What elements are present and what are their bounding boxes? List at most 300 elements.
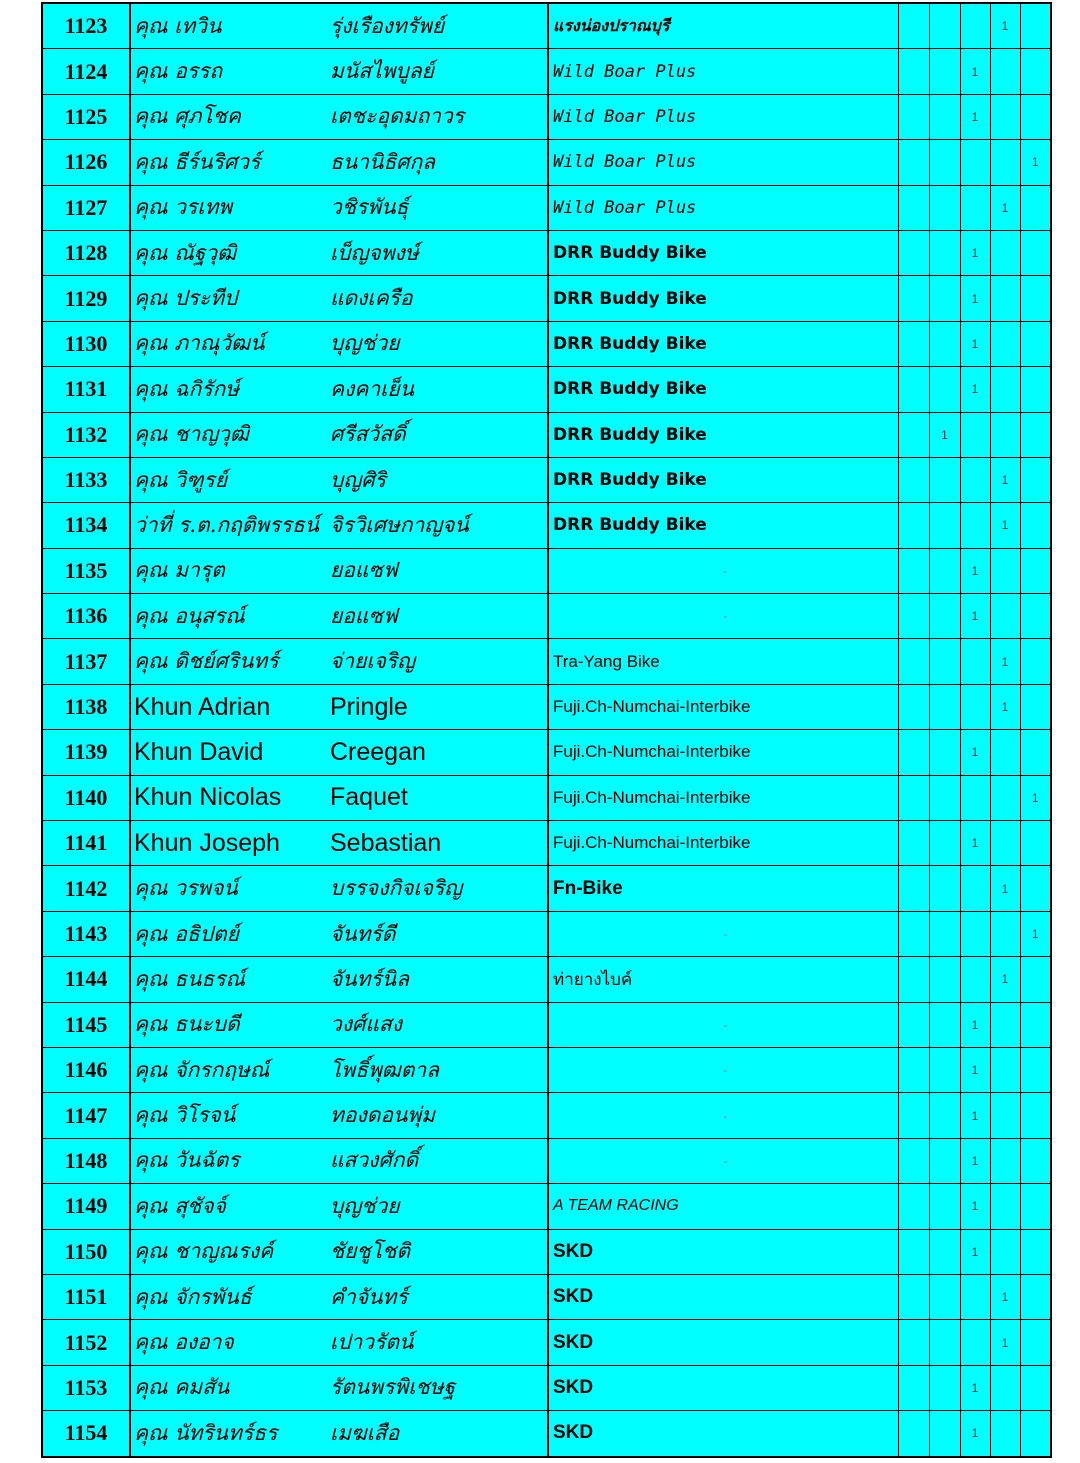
category-mark-cell [1020,1411,1051,1457]
table-body [42,3,1051,1457]
category-mark-cell [960,911,990,956]
category-mark-cell [929,140,960,185]
category-mark-cell [929,367,960,412]
category-mark-cell [990,1184,1020,1229]
last-name-cell: เปาวรัตน์ [327,1320,548,1365]
first-name-cell: คุณ นัทรินทร์ธร [130,1411,327,1457]
rider-number-cell: 1137 [42,639,130,684]
team-cell: Wild Boar Plus [548,94,898,139]
table-row [42,1229,1051,1274]
category-mark-cell [929,1229,960,1274]
category-mark-cell [898,1184,929,1229]
first-name-cell: คุณ เทวิน [130,3,327,49]
team-cell: - [548,1138,898,1183]
category-mark-cell: 1 [960,321,990,366]
category-mark-cell [990,1411,1020,1457]
category-mark-cell [960,503,990,548]
team-cell: DRR Buddy Bike [548,412,898,457]
category-mark-cell: 1 [990,185,1020,230]
team-cell: - [548,548,898,593]
category-mark-cell [929,503,960,548]
category-mark-cell: 1 [990,457,1020,502]
table-row [42,94,1051,139]
category-mark-cell [1020,1229,1051,1274]
category-mark-cell: 1 [960,94,990,139]
team-cell: DRR Buddy Bike [548,367,898,412]
rider-number-cell: 1144 [42,957,130,1002]
category-mark-cell [990,911,1020,956]
category-mark-cell [990,412,1020,457]
category-mark-cell [990,276,1020,321]
rider-number-cell: 1150 [42,1229,130,1274]
team-cell: Fn-Bike [548,866,898,911]
table-row [42,457,1051,502]
category-mark-cell [898,230,929,275]
team-cell: Fuji.Ch-Numchai-Interbike [548,730,898,775]
first-name-cell: คุณ จักรพันธ์ [130,1274,327,1319]
table-row [42,684,1051,729]
category-mark-cell [929,911,960,956]
first-name-cell: คุณ ประทีป [130,276,327,321]
category-mark-cell: 1 [960,1229,990,1274]
team-cell: DRR Buddy Bike [548,276,898,321]
rider-number-cell: 1128 [42,230,130,275]
category-mark-cell: 1 [960,49,990,94]
last-name-cell: มนัสไพบูลย์ [327,49,548,94]
rider-number-cell: 1152 [42,1320,130,1365]
category-mark-cell [1020,230,1051,275]
rider-number-cell: 1141 [42,821,130,866]
rider-number-cell: 1146 [42,1047,130,1092]
category-mark-cell: 1 [1020,140,1051,185]
first-name-cell: คุณ ชาญณรงค์ [130,1229,327,1274]
first-name-cell: คุณ จักรกฤษณ์ [130,1047,327,1092]
rider-number-cell: 1136 [42,594,130,639]
table-row [42,1138,1051,1183]
first-name-cell: Khun Nicolas [130,775,327,820]
category-mark-cell [990,1002,1020,1047]
category-mark-cell [898,457,929,502]
category-mark-cell [929,1047,960,1092]
category-mark-cell [1020,548,1051,593]
category-mark-cell [1020,1320,1051,1365]
team-cell: - [548,1047,898,1092]
category-mark-cell [1020,3,1051,49]
category-mark-cell [1020,1184,1051,1229]
team-cell: Wild Boar Plus [548,49,898,94]
rider-number-cell: 1134 [42,503,130,548]
team-cell: - [548,594,898,639]
category-mark-cell [1020,457,1051,502]
category-mark-cell [990,594,1020,639]
category-mark-cell [929,457,960,502]
table-row [42,1411,1051,1457]
category-mark-cell [1020,594,1051,639]
table-row [42,1047,1051,1092]
first-name-cell: Khun Joseph [130,821,327,866]
rider-number-cell: 1142 [42,866,130,911]
category-mark-cell [898,1365,929,1410]
first-name-cell: ว่าที่ ร.ต.กฤติพรรธน์ [130,503,327,548]
first-name-cell: คุณ มารุต [130,548,327,593]
category-mark-cell [990,1365,1020,1410]
rider-number-cell: 1145 [42,1002,130,1047]
category-mark-cell [929,3,960,49]
category-mark-cell [898,1320,929,1365]
category-mark-cell [1020,821,1051,866]
category-mark-cell [990,1138,1020,1183]
category-mark-cell [898,594,929,639]
last-name-cell: Faquet [327,775,548,820]
first-name-cell: คุณ อนุสรณ์ [130,594,327,639]
table-row [42,594,1051,639]
rider-number-cell: 1124 [42,49,130,94]
first-name-cell: คุณ องอาจ [130,1320,327,1365]
category-mark-cell [1020,185,1051,230]
category-mark-cell [898,503,929,548]
table-row [42,3,1051,49]
table-row [42,1002,1051,1047]
category-mark-cell [1020,730,1051,775]
team-cell: - [548,1093,898,1138]
table-row [42,185,1051,230]
table-row [42,1184,1051,1229]
last-name-cell: จันทร์นิล [327,957,548,1002]
last-name-cell: จันทร์ดี [327,911,548,956]
category-mark-cell [990,821,1020,866]
category-mark-cell [929,821,960,866]
category-mark-cell: 1 [990,684,1020,729]
last-name-cell: วงศ์แสง [327,1002,548,1047]
last-name-cell: Pringle [327,684,548,729]
rider-number-cell: 1130 [42,321,130,366]
table-row [42,1093,1051,1138]
category-mark-cell [929,1365,960,1410]
category-mark-cell [990,321,1020,366]
category-mark-cell [898,1093,929,1138]
category-mark-cell [898,1138,929,1183]
rider-number-cell: 1154 [42,1411,130,1457]
category-mark-cell [898,1047,929,1092]
category-mark-cell: 1 [960,1138,990,1183]
first-name-cell: คุณ วรพจน์ [130,866,327,911]
category-mark-cell [1020,1093,1051,1138]
last-name-cell: จิรวิเศษกาญจน์ [327,503,548,548]
category-mark-cell [1020,503,1051,548]
category-mark-cell: 1 [990,1274,1020,1319]
team-cell: Wild Boar Plus [548,185,898,230]
category-mark-cell [990,1229,1020,1274]
category-mark-cell [929,639,960,684]
rider-number-cell: 1138 [42,684,130,729]
category-mark-cell [960,140,990,185]
category-mark-cell [929,276,960,321]
category-mark-cell [929,684,960,729]
team-cell: SKD [548,1365,898,1410]
first-name-cell: คุณ ดิชย์ศรินทร์ [130,639,327,684]
category-mark-cell [929,1411,960,1457]
last-name-cell: วชิรพันธุ์ [327,185,548,230]
first-name-cell: คุณ ธนะบดี [130,1002,327,1047]
category-mark-cell [1020,276,1051,321]
category-mark-cell: 1 [960,276,990,321]
category-mark-cell [929,548,960,593]
rider-number-cell: 1143 [42,911,130,956]
first-name-cell: Khun David [130,730,327,775]
category-mark-cell [898,957,929,1002]
first-name-cell: คุณ ธนธรณ์ [130,957,327,1002]
category-mark-cell [929,1093,960,1138]
category-mark-cell [929,321,960,366]
category-mark-cell [990,775,1020,820]
category-mark-cell: 1 [960,730,990,775]
category-mark-cell [929,594,960,639]
last-name-cell: เบ็ญจพงษ์ [327,230,548,275]
rider-number-cell: 1133 [42,457,130,502]
first-name-cell: คุณ ณัฐวุฒิ [130,230,327,275]
first-name-cell: คุณ อรรถ [130,49,327,94]
last-name-cell: จ่ายเจริญ [327,639,548,684]
table-row [42,1365,1051,1410]
team-cell: SKD [548,1320,898,1365]
category-mark-cell: 1 [990,1320,1020,1365]
category-mark-cell [898,1002,929,1047]
table-row [42,321,1051,366]
rider-number-cell: 1131 [42,367,130,412]
category-mark-cell [898,684,929,729]
last-name-cell: แสวงศักดิ์ [327,1138,548,1183]
category-mark-cell: 1 [990,866,1020,911]
last-name-cell: Creegan [327,730,548,775]
category-mark-cell [929,775,960,820]
category-mark-cell: 1 [960,548,990,593]
category-mark-cell [929,1184,960,1229]
team-cell: - [548,911,898,956]
rider-number-cell: 1153 [42,1365,130,1410]
first-name-cell: คุณ คมสัน [130,1365,327,1410]
team-cell: DRR Buddy Bike [548,321,898,366]
category-mark-cell [1020,684,1051,729]
category-mark-cell: 1 [990,3,1020,49]
registration-table [41,2,1052,1458]
table-row [42,866,1051,911]
table-row [42,276,1051,321]
category-mark-cell [990,1047,1020,1092]
category-mark-cell [960,1320,990,1365]
category-mark-cell [1020,367,1051,412]
category-mark-cell [1020,639,1051,684]
rider-number-cell: 1151 [42,1274,130,1319]
team-cell: Fuji.Ch-Numchai-Interbike [548,684,898,729]
category-mark-cell [898,185,929,230]
table-row [42,957,1051,1002]
first-name-cell: คุณ วรเทพ [130,185,327,230]
category-mark-cell: 1 [990,957,1020,1002]
last-name-cell: รัตนพรพิเชษฐ [327,1365,548,1410]
category-mark-cell [898,1274,929,1319]
category-mark-cell [990,49,1020,94]
table-row [42,140,1051,185]
last-name-cell: ธนานิธิศกุล [327,140,548,185]
last-name-cell: ยอแซฟ [327,548,548,593]
category-mark-cell [898,3,929,49]
category-mark-cell [929,957,960,1002]
last-name-cell: คงคาเย็น [327,367,548,412]
team-cell: SKD [548,1274,898,1319]
table-row [42,821,1051,866]
category-mark-cell [898,276,929,321]
category-mark-cell: 1 [990,639,1020,684]
last-name-cell: ชัยชูโชติ [327,1229,548,1274]
category-mark-cell [1020,1047,1051,1092]
last-name-cell: แดงเครือ [327,276,548,321]
category-mark-cell [960,639,990,684]
table-row [42,49,1051,94]
category-mark-cell [960,684,990,729]
category-mark-cell [929,185,960,230]
category-mark-cell [990,548,1020,593]
last-name-cell: ยอแซฟ [327,594,548,639]
table-row [42,775,1051,820]
category-mark-cell [960,1274,990,1319]
last-name-cell: บุญช่วย [327,321,548,366]
category-mark-cell [898,911,929,956]
category-mark-cell [898,730,929,775]
first-name-cell: คุณ ฉกิรักษ์ [130,367,327,412]
rider-number-cell: 1127 [42,185,130,230]
team-cell: A TEAM RACING [548,1184,898,1229]
rider-number-cell: 1140 [42,775,130,820]
team-cell: DRR Buddy Bike [548,457,898,502]
category-mark-cell: 1 [960,1047,990,1092]
category-mark-cell: 1 [1020,911,1051,956]
category-mark-cell: 1 [960,821,990,866]
first-name-cell: คุณ ชาญวุฒิ [130,412,327,457]
table-row [42,503,1051,548]
category-mark-cell [898,49,929,94]
rider-number-cell: 1132 [42,412,130,457]
rider-number-cell: 1139 [42,730,130,775]
category-mark-cell [898,821,929,866]
team-cell: SKD [548,1411,898,1457]
category-mark-cell [1020,1274,1051,1319]
first-name-cell: Khun Adrian [130,684,327,729]
table-row [42,367,1051,412]
rider-number-cell: 1123 [42,3,130,49]
last-name-cell: ทองดอนพุ่ม [327,1093,548,1138]
team-cell: แรงน่องปราณบุรี [548,3,898,49]
table-row [42,230,1051,275]
first-name-cell: คุณ ธีร์นริศวร์ [130,140,327,185]
first-name-cell: คุณ สุชัจจ์ [130,1184,327,1229]
first-name-cell: คุณ วิโรจน์ [130,1093,327,1138]
team-cell: Wild Boar Plus [548,140,898,185]
category-mark-cell [898,548,929,593]
category-mark-cell [929,230,960,275]
team-cell: DRR Buddy Bike [548,230,898,275]
last-name-cell: บุญศิริ [327,457,548,502]
category-mark-cell [929,1138,960,1183]
rider-number-cell: 1126 [42,140,130,185]
table-row [42,639,1051,684]
category-mark-cell: 1 [960,367,990,412]
category-mark-cell [929,49,960,94]
category-mark-cell: 1 [960,1411,990,1457]
category-mark-cell [990,730,1020,775]
category-mark-cell: 1 [960,1093,990,1138]
table-row [42,548,1051,593]
team-cell: - [548,1002,898,1047]
category-mark-cell [960,3,990,49]
table-row [42,911,1051,956]
team-cell: Tra-Yang Bike [548,639,898,684]
category-mark-cell [990,367,1020,412]
team-cell: DRR Buddy Bike [548,503,898,548]
category-mark-cell [898,412,929,457]
category-mark-cell [898,639,929,684]
last-name-cell: บุญช่วย [327,1184,548,1229]
category-mark-cell [898,367,929,412]
first-name-cell: คุณ ศุภโชค [130,94,327,139]
category-mark-cell [960,412,990,457]
team-cell: Fuji.Ch-Numchai-Interbike [548,775,898,820]
category-mark-cell [929,730,960,775]
last-name-cell: Sebastian [327,821,548,866]
last-name-cell: เมฆเสือ [327,1411,548,1457]
category-mark-cell [898,866,929,911]
table-row [42,1320,1051,1365]
table-row [42,1274,1051,1319]
rider-number-cell: 1148 [42,1138,130,1183]
category-mark-cell [898,1411,929,1457]
rider-number-cell: 1129 [42,276,130,321]
rider-number-cell: 1149 [42,1184,130,1229]
category-mark-cell [898,94,929,139]
last-name-cell: บรรจงกิจเจริญ [327,866,548,911]
category-mark-cell [990,94,1020,139]
category-mark-cell [929,1320,960,1365]
category-mark-cell [929,1274,960,1319]
last-name-cell: โพธิ์พุฒตาล [327,1047,548,1092]
category-mark-cell [1020,957,1051,1002]
category-mark-cell [1020,412,1051,457]
category-mark-cell [960,185,990,230]
rider-number-cell: 1147 [42,1093,130,1138]
first-name-cell: คุณ วิฑูรย์ [130,457,327,502]
team-cell: SKD [548,1229,898,1274]
category-mark-cell [1020,1002,1051,1047]
team-cell: Fuji.Ch-Numchai-Interbike [548,821,898,866]
category-mark-cell [990,1093,1020,1138]
category-mark-cell: 1 [960,1002,990,1047]
category-mark-cell [960,957,990,1002]
category-mark-cell [990,140,1020,185]
category-mark-cell [960,457,990,502]
rider-number-cell: 1125 [42,94,130,139]
category-mark-cell [929,94,960,139]
category-mark-cell [960,866,990,911]
last-name-cell: ศรีสวัสดิ์ [327,412,548,457]
category-mark-cell: 1 [1020,775,1051,820]
category-mark-cell: 1 [960,230,990,275]
last-name-cell: เตชะอุดมถาวร [327,94,548,139]
category-mark-cell [898,1229,929,1274]
first-name-cell: คุณ ภาณุวัฒน์ [130,321,327,366]
first-name-cell: คุณ อธิปตย์ [130,911,327,956]
category-mark-cell [898,775,929,820]
category-mark-cell [1020,866,1051,911]
category-mark-cell [1020,321,1051,366]
